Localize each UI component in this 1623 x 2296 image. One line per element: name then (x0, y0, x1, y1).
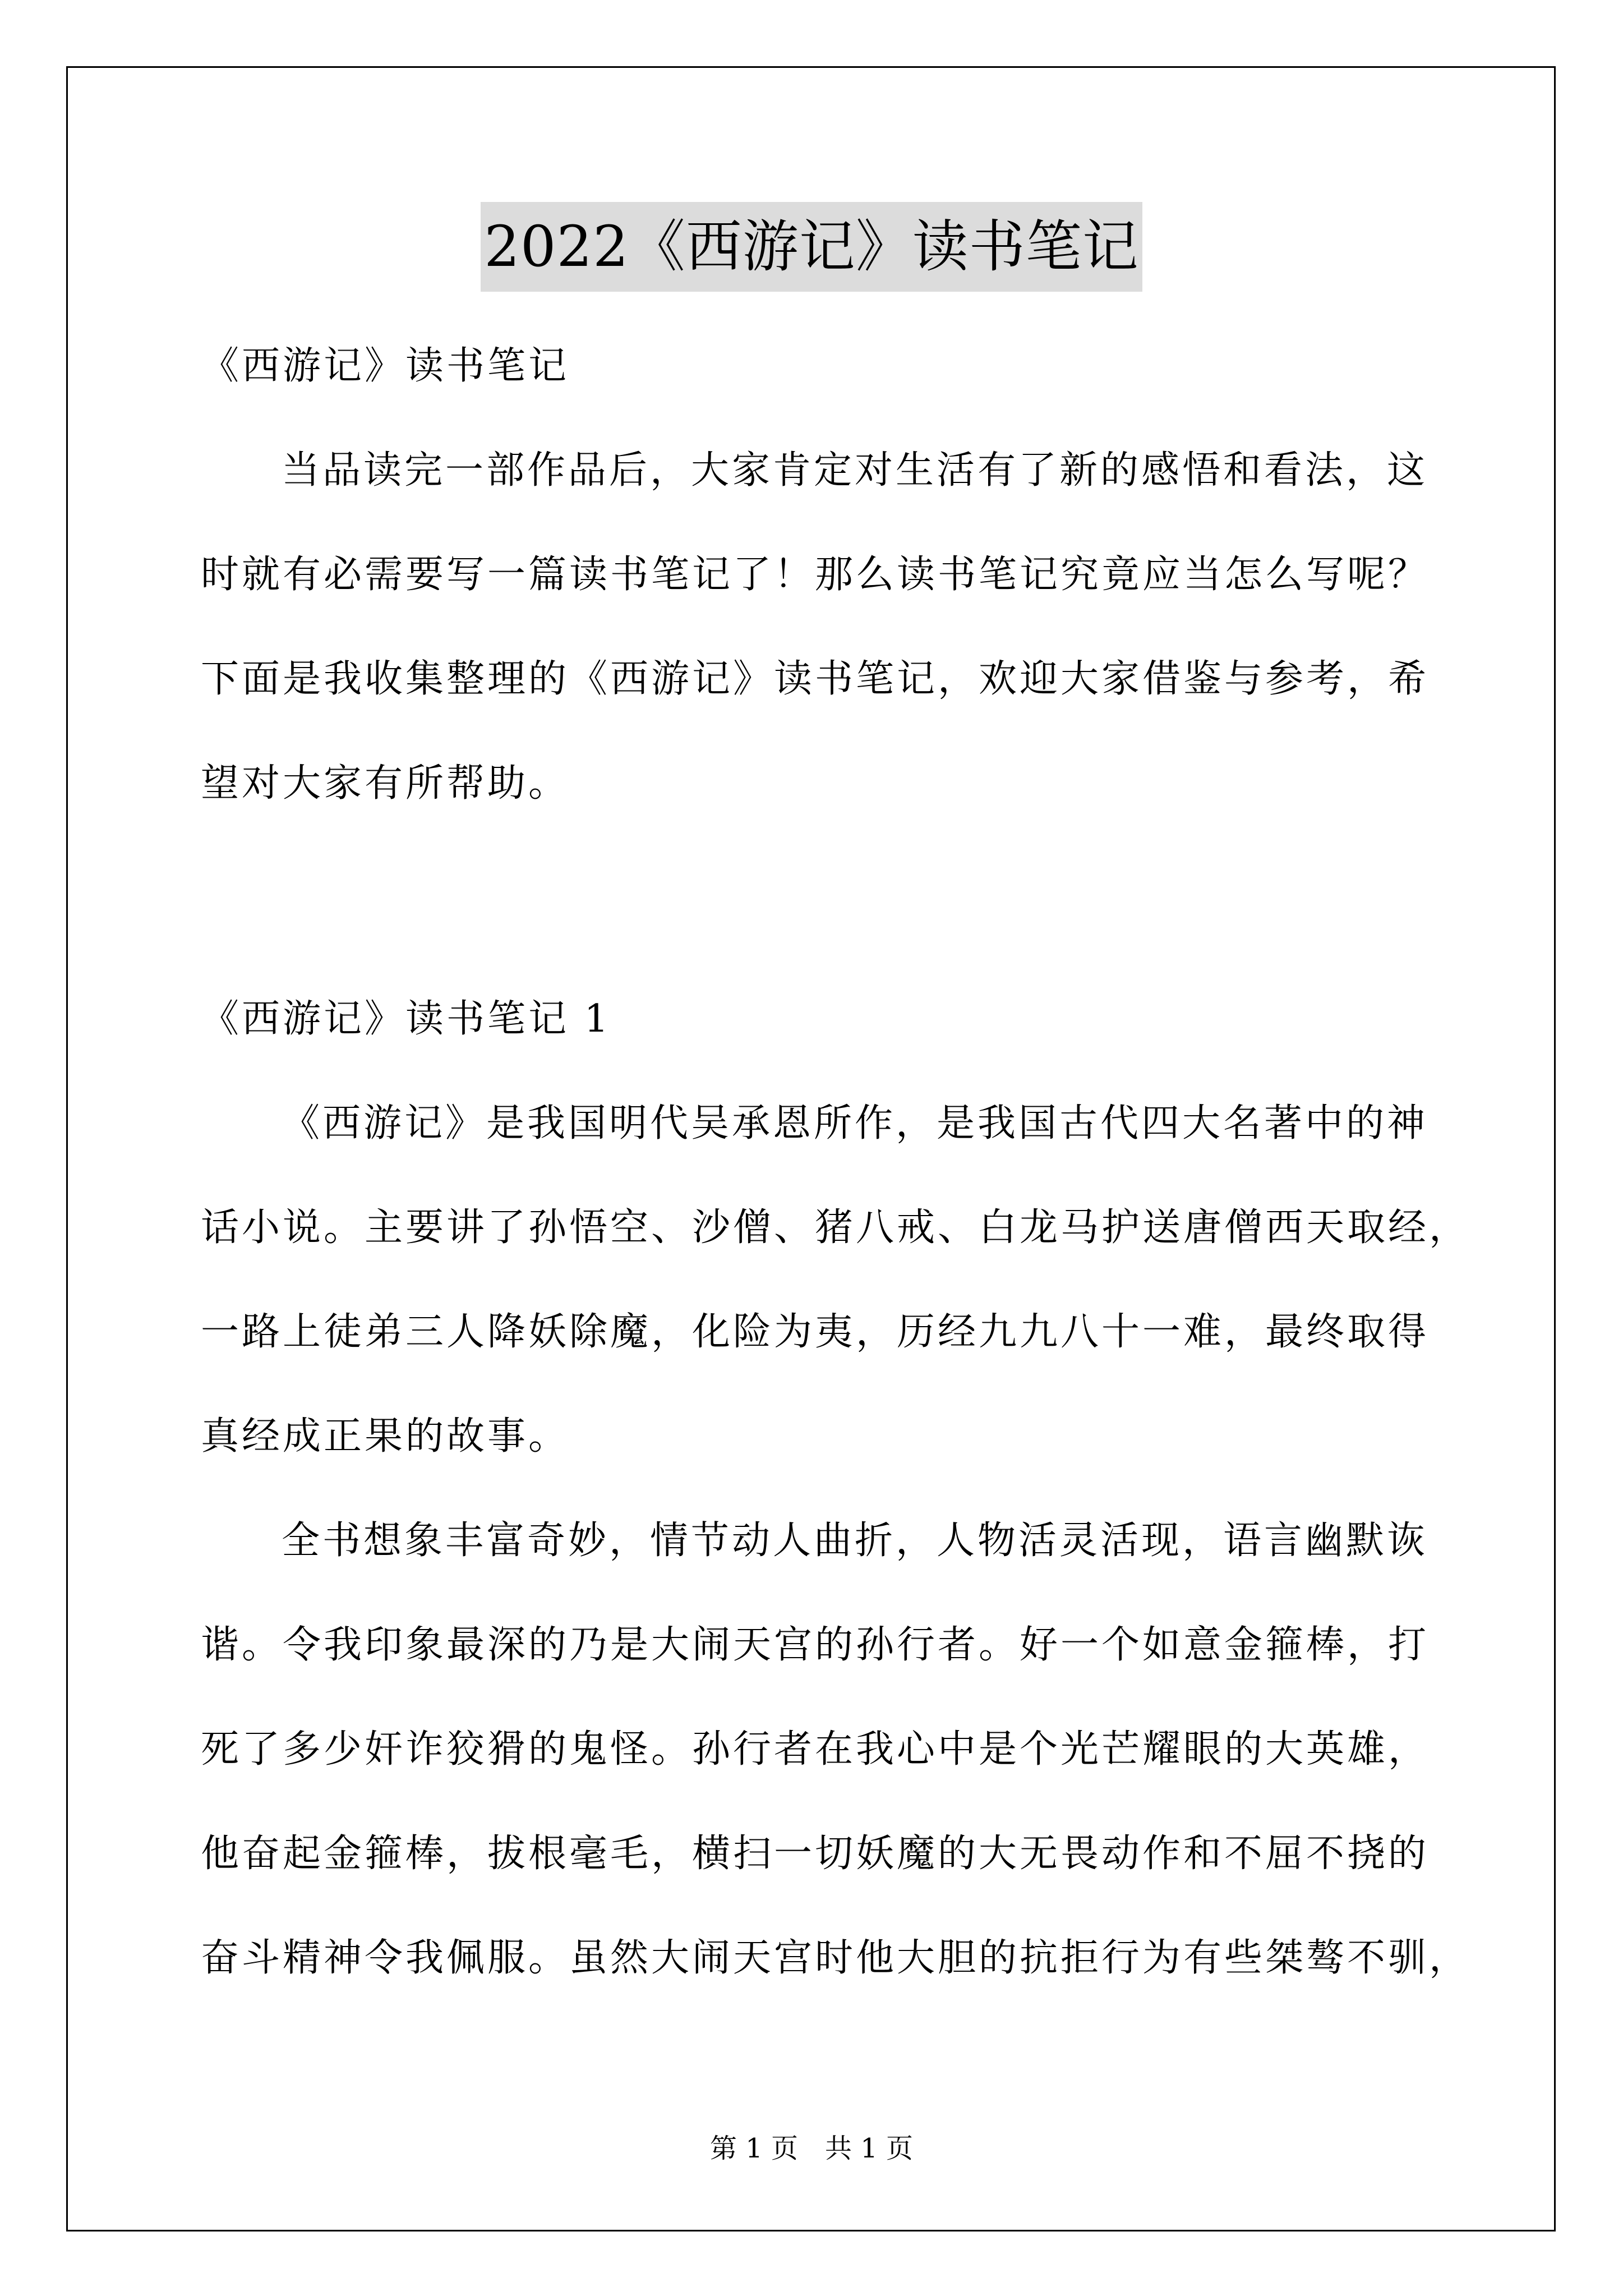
intro-line: 时就有必需要写一篇读书笔记了！那么读书笔记究竟应当怎么写呢？ (201, 553, 1430, 597)
page-number: 第 1 页 共 1 页 (709, 2133, 914, 2164)
section-heading: 《西游记》读书笔记 1 (201, 997, 611, 1041)
paragraph-line: 话小说。主要讲了孙悟空、沙僧、猪八戒、白龙马护送唐僧西天取经， (201, 1205, 1470, 1250)
document-title: 2022《西游记》读书笔记 (481, 202, 1142, 292)
paragraph-line: 谐。令我印象最深的乃是大闹天宫的孙行者。好一个如意金箍棒，打 (201, 1623, 1430, 1667)
paragraph-line: 他奋起金箍棒，拔根毫毛，横扫一切妖魔的大无畏动作和不屈不挠的 (201, 1832, 1430, 1876)
subtitle-block (201, 314, 1435, 418)
intro-line: 望对大家有所帮助。 (201, 761, 570, 806)
paragraph-line: 死了多少奸诈狡猾的鬼怪。孙行者在我心中是个光芒耀眼的大英雄， (201, 1727, 1430, 1772)
paragraph-line: 奋斗精神令我佩服。虽然大闹天宫时他大胆的抗拒行为有些桀骜不驯， (201, 1936, 1470, 1980)
page-footer (0, 2132, 1623, 2165)
document-subtitle: 《西游记》读书笔记 (201, 344, 570, 388)
section1-heading-block (201, 967, 1435, 1071)
paragraph-line: 一路上徒弟三人降妖除魔，化险为夷，历经九九八十一难，最终取得 (201, 1310, 1430, 1354)
paragraph-1 (201, 1071, 1470, 1489)
intro-paragraph (201, 418, 1435, 836)
intro-line: 下面是我收集整理的《西游记》读书笔记，欢迎大家借鉴与参考，希 (201, 657, 1430, 701)
paragraph-line: 全书想象丰富奇妙，情节动人曲折，人物活灵活现，语言幽默诙 (282, 1519, 1428, 1563)
paragraph-line: 真经成正果的故事。 (201, 1414, 570, 1458)
paragraph-line: 《西游记》是我国明代吴承恩所作，是我国古代四大名著中的神 (282, 1101, 1428, 1145)
intro-line: 当品读完一部作品后，大家肯定对生活有了新的感悟和看法，这 (282, 448, 1428, 493)
paragraph-2 (201, 1489, 1470, 2010)
title-container (0, 202, 1623, 292)
